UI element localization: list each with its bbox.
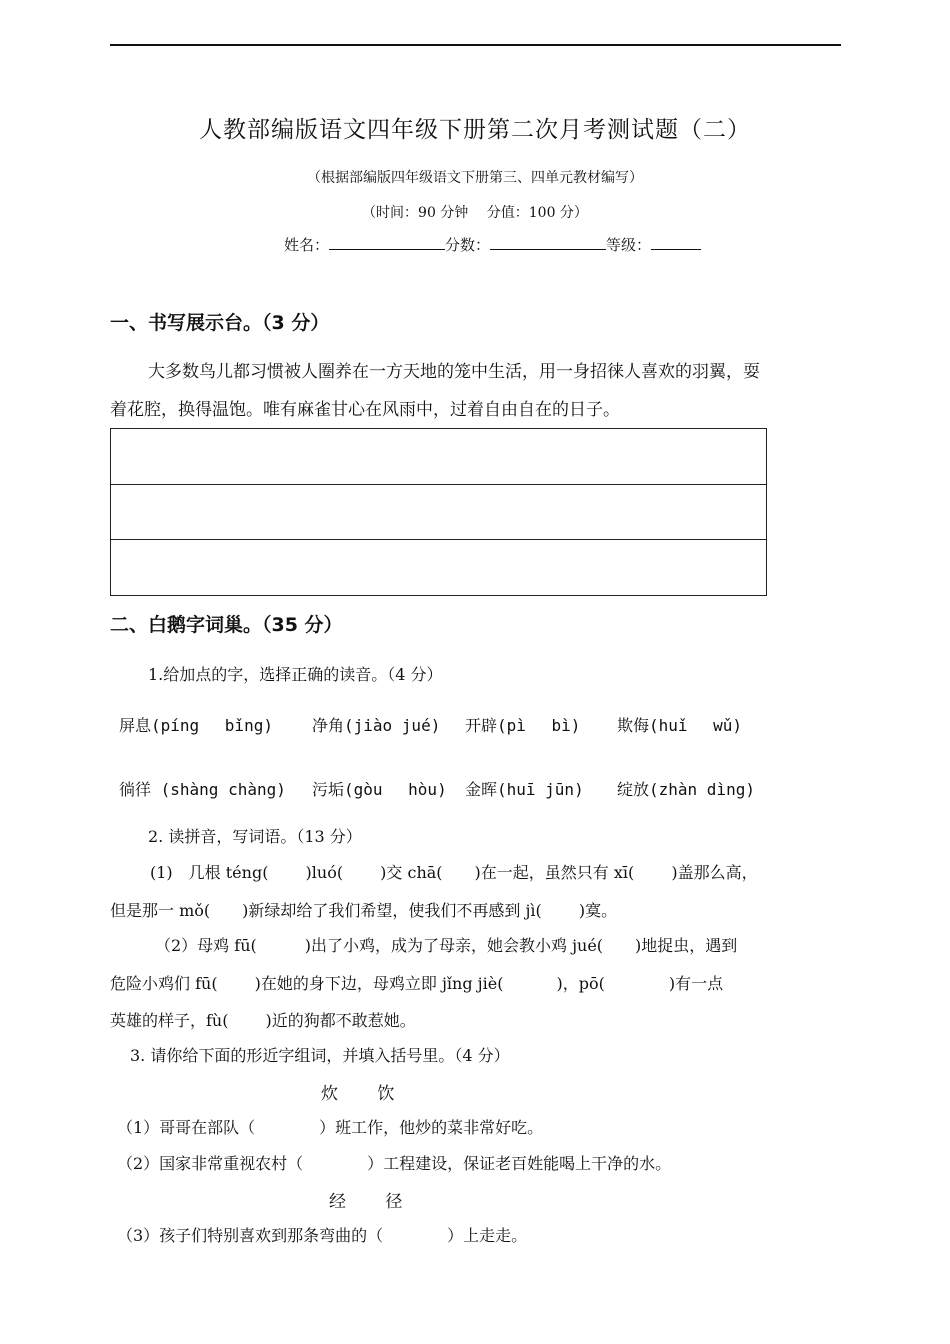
q1-item[interactable]: 污垢(gòu hòu) bbox=[312, 780, 447, 799]
top-rule bbox=[110, 44, 841, 46]
section1-heading: 一、书写展示台。（3 分） bbox=[110, 312, 330, 334]
q2-line: 英雄的样子，fù( )近的狗都不敢惹她。 bbox=[110, 1011, 416, 1030]
section2-heading: 二、白鹅字词巢。（35 分） bbox=[110, 614, 343, 636]
student-info bbox=[284, 234, 701, 255]
q2-line: （2）母鸡 fū( )出了小鸡，成为了母亲，她会教小鸡 jué( )地捉虫，遇到 bbox=[155, 936, 738, 955]
q2-prompt: 2. 读拼音，写词语。（13 分） bbox=[148, 827, 362, 846]
q3-sentence: （3）孩子们特别喜欢到那条弯曲的（ ）上走走。 bbox=[117, 1226, 528, 1245]
q2-line: (1) 几根 téng( )luó( )交 chā( )在一起，虽然只有 xī( )盖那么高， bbox=[150, 863, 758, 882]
name-blank[interactable] bbox=[329, 235, 445, 250]
q3-prompt: 3. 请你给下面的形近字组词，并填入括号里。（4 分） bbox=[130, 1046, 510, 1065]
q1-item[interactable]: 开辟(pì bì) bbox=[465, 716, 581, 735]
time-score: （时间：90 分钟 分值：100 分） bbox=[362, 205, 588, 221]
q1-prompt: 1.给加点的字，选择正确的读音。（4 分） bbox=[148, 665, 443, 684]
name-label: 姓名： bbox=[284, 236, 330, 254]
q3-word-pair: 经 径 bbox=[329, 1192, 403, 1212]
writing-line bbox=[111, 484, 766, 485]
writing-box[interactable] bbox=[110, 428, 767, 596]
q3-sentence: （1）哥哥在部队（ ）班工作，他炒的菜非常好吃。 bbox=[117, 1118, 544, 1137]
q3-sentence: （2）国家非常重视农村（ ）工程建设，保证老百姓能喝上干净的水。 bbox=[117, 1154, 672, 1173]
writing-line bbox=[111, 539, 766, 540]
score-blank[interactable] bbox=[490, 235, 606, 250]
q2-line: 危险小鸡们 fū( )在她的身下边，母鸡立即 jǐng jiè( )，pō( )有一点 bbox=[110, 974, 724, 993]
q1-item[interactable]: 绽放(zhàn dìng) bbox=[617, 780, 755, 799]
q3-word-pair: 炊 饮 bbox=[321, 1084, 395, 1104]
q1-item[interactable]: 徜徉 (shàng chàng) bbox=[119, 780, 286, 799]
copy-text-line1: 大多数鸟儿都习惯被人圈养在一方天地的笼中生活，用一身招徕人喜欢的羽翼，耍 bbox=[148, 362, 760, 382]
grade-blank[interactable] bbox=[651, 235, 701, 250]
q1-item[interactable]: 金晖(huī jūn) bbox=[465, 780, 584, 799]
page-title: 人教部编版语文四年级下册第二次月考测试题（二） bbox=[199, 117, 751, 143]
copy-text-line2: 着花腔，换得温饱。唯有麻雀甘心在风雨中，过着自由自在的日子。 bbox=[110, 400, 620, 420]
q1-item[interactable]: 屏息(píng bǐng) bbox=[119, 716, 273, 735]
q1-item[interactable]: 欺侮(huǐ wǔ) bbox=[617, 716, 743, 735]
grade-label: 等级： bbox=[606, 236, 652, 254]
q1-item[interactable]: 净角(jiào jué) bbox=[312, 716, 441, 735]
q2-line: 但是那一 mǒ( )新绿却给了我们希望，使我们不再感到 jì( )寞。 bbox=[110, 901, 618, 920]
score-label: 分数： bbox=[445, 236, 491, 254]
subtitle: （根据部编版四年级语文下册第三、四单元教材编写） bbox=[307, 170, 643, 186]
